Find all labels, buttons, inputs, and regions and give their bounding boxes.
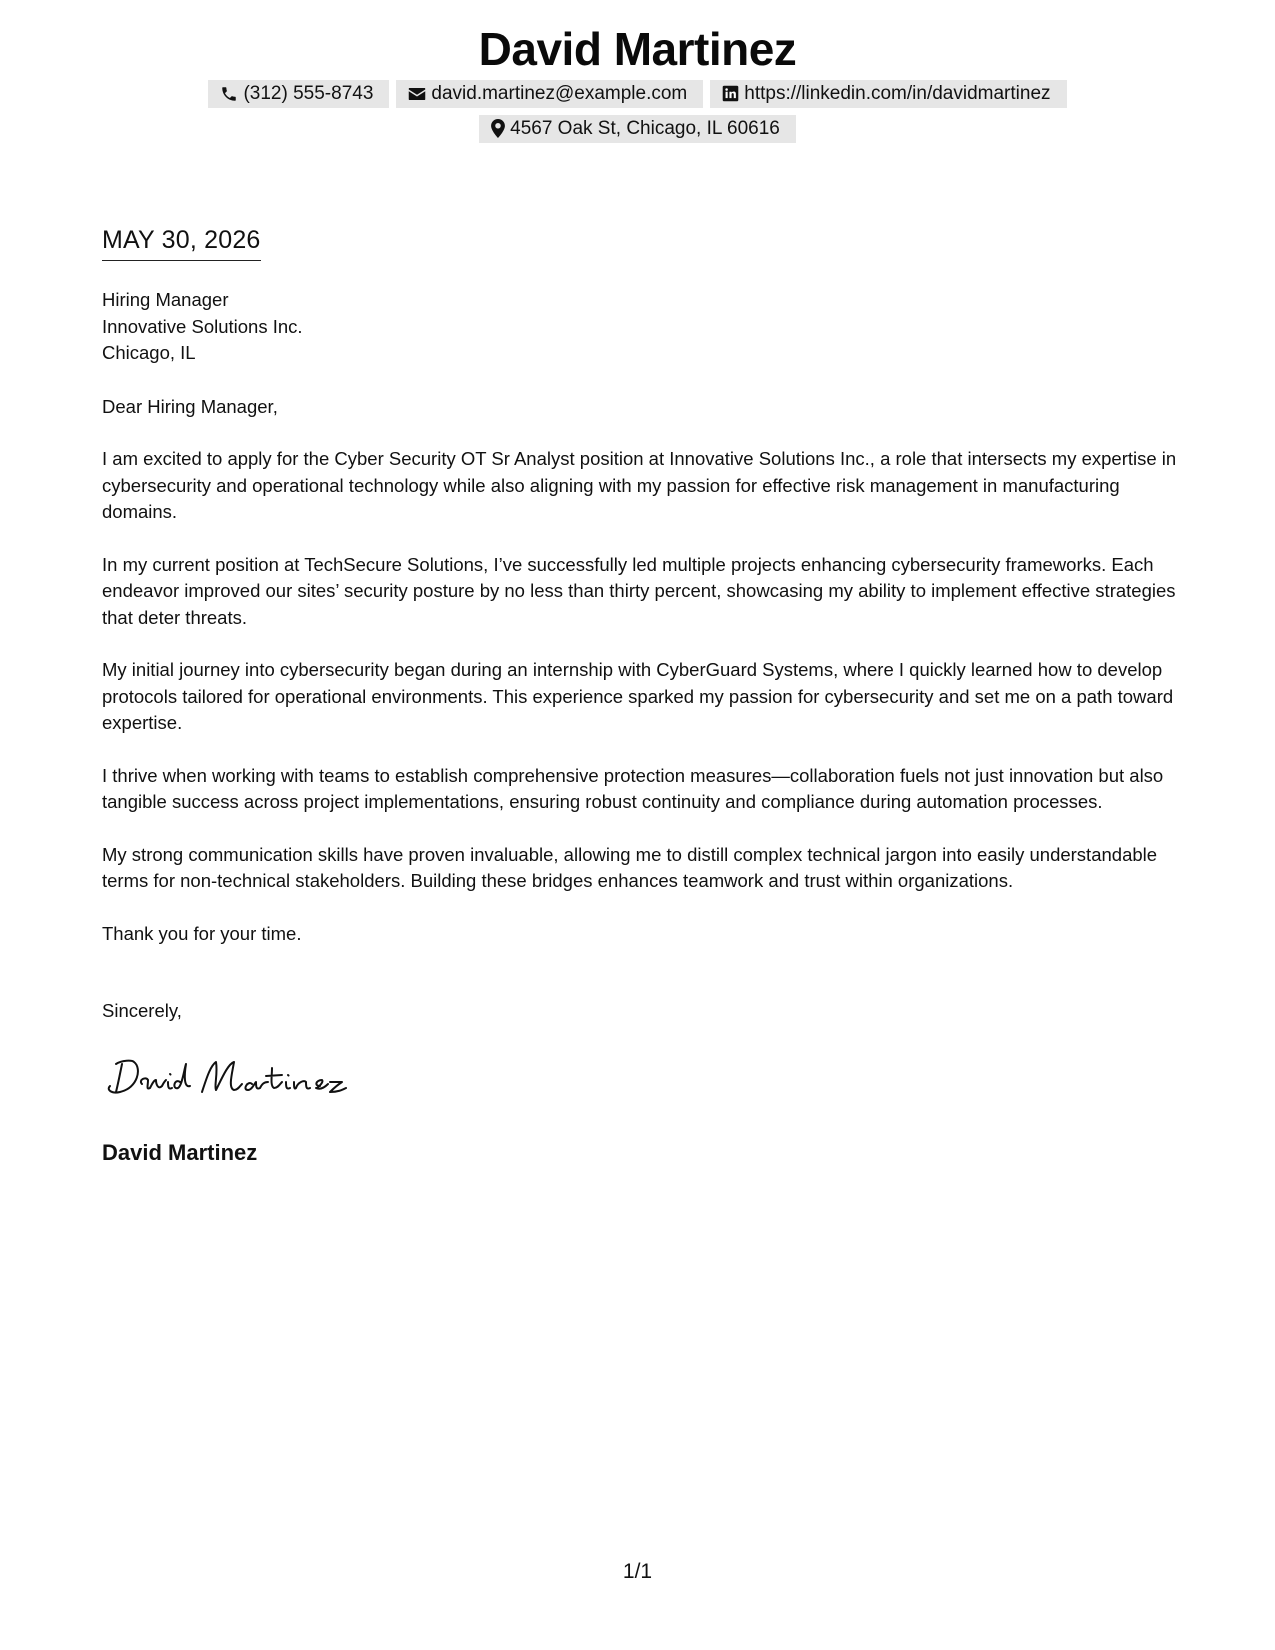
handwritten-signature (102, 1050, 362, 1106)
address-text: 4567 Oak St, Chicago, IL 60616 (510, 118, 780, 139)
applicant-name-heading: David Martinez (478, 23, 797, 75)
signer-name: David Martinez (102, 1140, 258, 1165)
linkedin-url[interactable]: https://linkedin.com/in/davidmartinez (744, 83, 1051, 104)
phone-icon (220, 85, 238, 103)
linkedin-chip (710, 80, 1066, 108)
contact-row-primary (0, 80, 1275, 108)
linkedin-icon (722, 85, 739, 102)
phone-text: (312) 555-8743 (243, 83, 374, 104)
phone-chip (208, 80, 389, 108)
envelope-icon (408, 86, 426, 102)
map-pin-icon (491, 119, 505, 138)
closing-phrase: Sincerely, (102, 1000, 182, 1021)
recipient-block (102, 287, 1182, 367)
body-paragraph: My strong communication skills have proven invaluable, allowing me to distill complex technical jargon into easily understandable terms for non-technical stakeholders. Building these bridges enhances teamwork and trust within organizations. (102, 843, 1158, 891)
recipient-location: Chicago, IL (102, 342, 196, 363)
contact-row-secondary (0, 115, 1275, 143)
salutation: Dear Hiring Manager, (102, 396, 278, 417)
address-chip (479, 115, 796, 143)
recipient-title: Hiring Manager (102, 289, 229, 310)
page-indicator: 1/1 (622, 1560, 653, 1583)
body-paragraph: My initial journey into cybersecurity began during an internship with CyberGuard Systems, where I quickly learned how to develop protocols tailored for operational environments. This experience sparked my passion for cybersecurity and set me on a path toward expertise. (102, 659, 1174, 733)
letter-date: MAY 30, 2026 (102, 226, 261, 261)
email-chip (396, 80, 703, 108)
body-paragraph: I am excited to apply for the Cyber Security OT Sr Analyst position at Innovative Solutions Inc., a role that intersects my expertise in cybersecurity and operational technology while also aligning with my passion for effective risk management in manufacturing domains. (102, 448, 1177, 522)
body-paragraph: I thrive when working with teams to establish comprehensive protection measures—collaboration fuels not just innovation but also tangible success across project implementations, ensuring robust continuity and compliance during automation processes. (102, 764, 1164, 812)
body-paragraph: Thank you for your time. (102, 922, 302, 944)
email-text: david.martinez@example.com (431, 83, 688, 104)
recipient-company: Innovative Solutions Inc. (102, 315, 303, 337)
letter-body (102, 446, 1182, 973)
body-paragraph: In my current position at TechSecure Solutions, I’ve successfully led multiple projects enhancing cybersecurity frameworks. Each endeavor improved our sites’ security posture by no less than thirty percent, showcasing my ability to implement effective strategies that deter threats. (102, 553, 1176, 628)
